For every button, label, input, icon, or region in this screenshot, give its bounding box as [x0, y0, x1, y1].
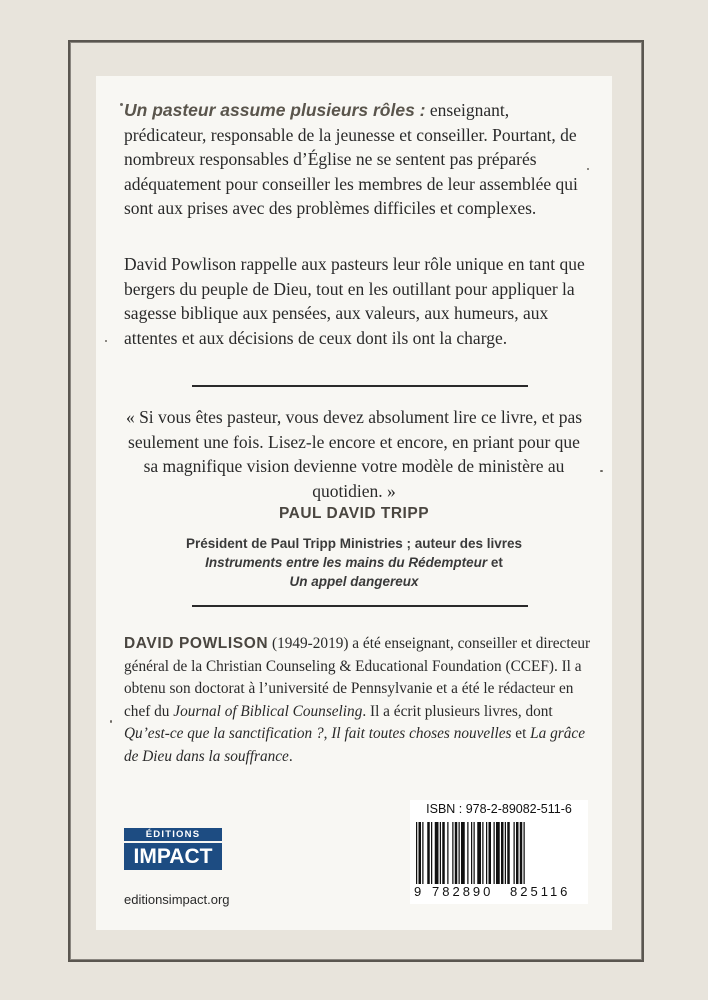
logo-top-text: ÉDITIONS	[124, 828, 222, 841]
isbn-label: ISBN : 978-2-89082-511-6	[426, 802, 572, 816]
barcode-bar	[514, 822, 515, 884]
bio-journal: Journal of Biblical Counseling	[173, 702, 363, 720]
barcode-bar	[520, 822, 523, 884]
barcode-bar	[489, 822, 492, 884]
barcode	[410, 800, 588, 904]
book-title-2: Un appel dangereux	[289, 574, 419, 589]
speck	[105, 340, 107, 342]
barcode-bar	[440, 822, 441, 884]
barcode-bar	[416, 822, 417, 884]
barcode-bar	[507, 822, 510, 884]
speck	[110, 720, 112, 723]
logo-bottom-text: IMPACT	[124, 843, 222, 870]
barcode-bar	[461, 822, 465, 884]
author-role-line: Président de Paul Tripp Ministries ; auteur des livres	[185, 536, 523, 551]
intro-lead: Un pasteur assume plusieurs rôles :	[124, 100, 426, 120]
barcode-bar	[496, 822, 500, 884]
barcode-bar	[477, 822, 481, 884]
intro-paragraph	[124, 98, 594, 221]
bio-text-1: (1949-2019) a été enseignant, conseiller et directeur général de la Christian Counseling & Educational Foundation (CCEF). Il a obtenu son doctorat à l’université de Pennsylvanie et a été le rédacteur en chef du	[124, 635, 591, 720]
barcode-bar	[482, 822, 483, 884]
speck	[120, 103, 123, 106]
barcode-bar	[419, 822, 422, 884]
barcode-bar	[474, 822, 475, 884]
book-title-1: Instruments entre les mains du Rédempteur	[205, 555, 488, 570]
bio-text-2: . Il a écrit plusieurs livres, dont	[362, 702, 553, 720]
barcode-bars	[416, 822, 582, 884]
endorsement-quote: « Si vous êtes pasteur, vous devez absolument lire ce livre, et pas seulement une fois. Lisez-le encore et encore, en priant pour que sa magnifique vision devienne votre modèle de ministère au quotidien. »	[125, 407, 583, 501]
bio-sep-2: et	[511, 725, 531, 742]
barcode-bar	[501, 822, 504, 884]
barcode-digits-left: 782890	[432, 884, 494, 899]
barcode-bar	[447, 822, 448, 884]
description-paragraph: David Powlison rappelle aux pasteurs leur rôle unique en tant que bergers du peuple de Dieu, tout en les outillant pour appliquer la sagesse biblique aux pensées, aux valeurs, aux humeurs, aux attentes et aux décisions de ceux dont ils ont la charge.	[124, 254, 585, 348]
barcode-digit-first: 9	[414, 884, 422, 899]
endorsement-author: PAUL DAVID TRIPP	[278, 505, 430, 522]
bio-name: DAVID POWLISON	[124, 635, 269, 652]
barcode-bar	[486, 822, 487, 884]
role-connector: et	[487, 555, 503, 570]
intro-rest: enseignant, prédicateur, responsable de la jeunesse et conseiller. Pourtant, de nombreux responsables d’Église ne se sentent pas préparés adéquatement pour conseiller les membres de leur assemblée qui sont aux prises avec des problèmes difficiles et complexes.	[124, 100, 578, 218]
publisher-website[interactable]: editionsimpact.org	[124, 892, 230, 907]
barcode-bar	[431, 822, 432, 884]
barcode-bar	[494, 822, 495, 884]
barcode-bar	[516, 822, 519, 884]
bio-book-a: Qu’est-ce que la sanctification ?	[124, 725, 324, 742]
endorsement-author-role	[124, 534, 584, 591]
barcode-bar	[524, 822, 525, 884]
bio-sep-1: ,	[323, 725, 332, 742]
barcode-digits-right: 825116	[510, 884, 571, 899]
author-bio	[124, 633, 594, 768]
barcode-bar	[442, 822, 445, 884]
barcode-bar	[455, 822, 458, 884]
barcode-bar	[427, 822, 430, 884]
divider-bottom	[192, 605, 528, 607]
bio-book-c: La grâce de Dieu dans la souffrance	[124, 725, 585, 765]
speck	[600, 470, 603, 472]
bio-book-b: Il fait toutes choses nouvelles	[331, 725, 512, 742]
barcode-bar	[435, 822, 439, 884]
barcode-bar	[459, 822, 460, 884]
barcode-bar	[505, 822, 506, 884]
publisher-logo	[124, 828, 222, 872]
barcode-bar	[452, 822, 453, 884]
barcode-bar	[471, 822, 472, 884]
divider-top	[192, 385, 528, 387]
barcode-bar	[422, 822, 423, 884]
bio-end: .	[288, 747, 293, 765]
barcode-bar	[467, 822, 468, 884]
